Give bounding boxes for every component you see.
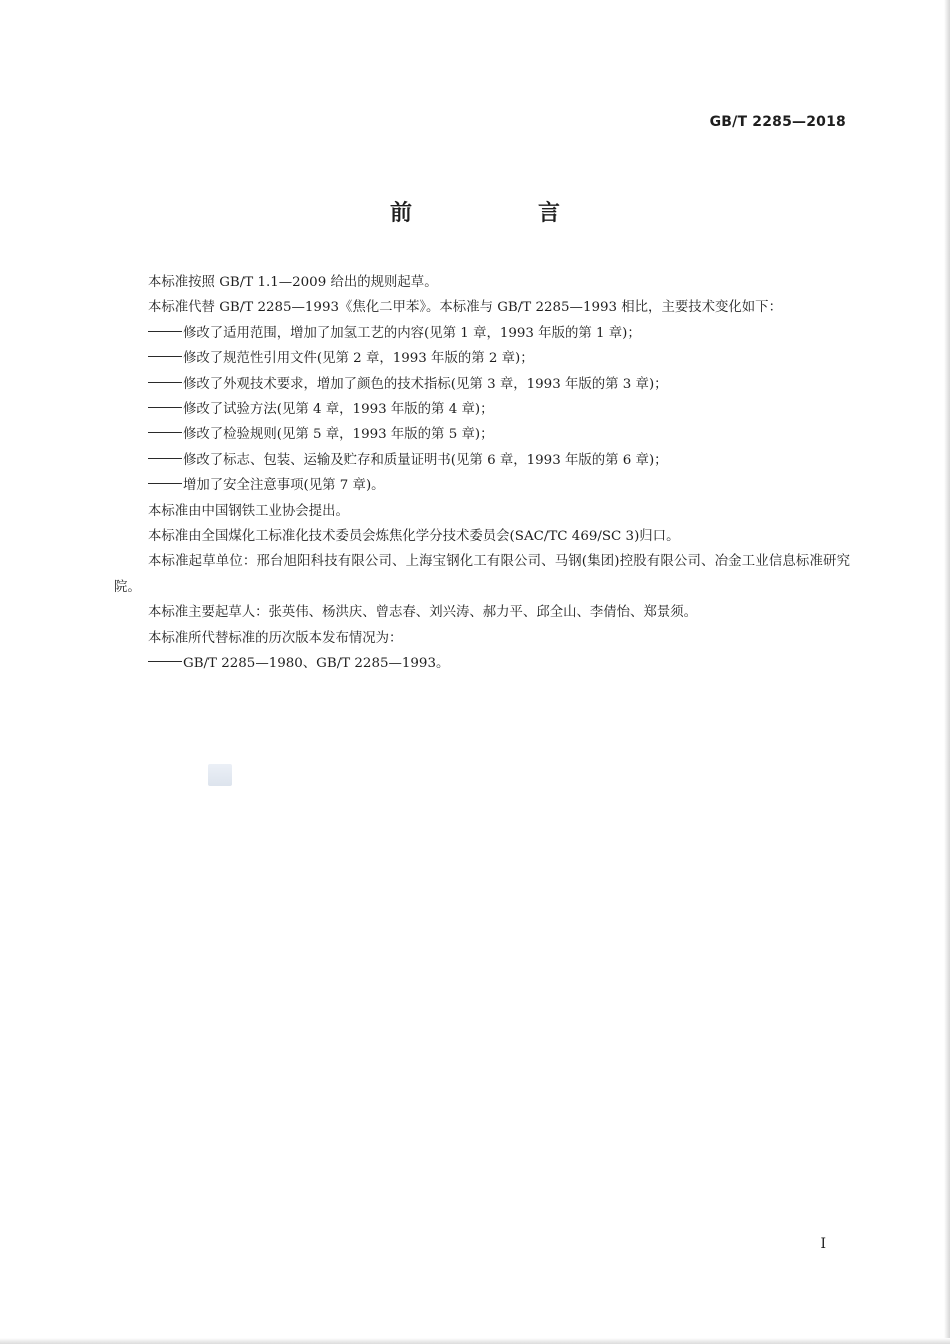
history-item bbox=[114, 651, 850, 676]
page-bottom-shadow bbox=[0, 1338, 950, 1344]
change-item-text: 修改了试验方法(见第 4 章，1993 年版的第 4 章)； bbox=[183, 402, 494, 418]
foreword-body bbox=[114, 270, 850, 677]
change-item-text: 修改了标志、包装、运输及贮存和质量证明书(见第 6 章，1993 年版的第 6 章)； bbox=[183, 452, 668, 468]
dash-mark bbox=[148, 458, 182, 459]
dash-mark bbox=[148, 356, 182, 357]
paragraph-committee: 本标准由全国煤化工标准化技术委员会炼焦化学分技术委员会(SAC/TC 469/SC 3)归口。 bbox=[148, 529, 680, 545]
page-number: I bbox=[820, 1236, 826, 1252]
paragraph-drafters: 本标准主要起草人：张英伟、杨洪庆、曾志春、刘兴涛、郝力平、邱全山、李倩怡、郑景须。 bbox=[148, 605, 698, 621]
dash-mark bbox=[148, 661, 182, 662]
change-item-text: 修改了适用范围，增加了加氢工艺的内容(见第 1 章，1993 年版的第 1 章)； bbox=[183, 325, 641, 341]
paragraph-drafting-rules: 本标准按照 GB/T 1.1—2009 给出的规则起草。 bbox=[148, 275, 438, 290]
page-title: 前 言 bbox=[389, 201, 612, 226]
scan-artifact bbox=[208, 764, 232, 786]
dash-mark bbox=[148, 483, 182, 484]
dash-mark bbox=[148, 382, 182, 383]
change-item-text: 修改了外观技术要求，增加了颜色的技术指标(见第 3 章，1993 年版的第 3 章)； bbox=[183, 376, 668, 392]
change-item bbox=[114, 473, 850, 498]
change-item bbox=[114, 346, 850, 371]
paragraph-proposer: 本标准由中国钢铁工业协会提出。 bbox=[148, 503, 349, 519]
history-item-text: GB/T 2285—1980、GB/T 2285—1993。 bbox=[183, 656, 450, 672]
paragraph-drafting-units: 本标准起草单位：邢台旭阳科技有限公司、上海宝钢化工有限公司、马钢(集团)控股有限公司、冶金工业信息标准研究院。 bbox=[114, 554, 850, 595]
change-item bbox=[114, 397, 850, 422]
paragraph-replacement: 本标准代替 GB/T 2285—1993《焦化二甲苯》。本标准与 GB/T 2285—1993 相比，主要技术变化如下： bbox=[148, 300, 782, 316]
change-item bbox=[114, 372, 850, 397]
dash-mark bbox=[148, 407, 182, 408]
dash-mark bbox=[148, 331, 182, 332]
change-item-text: 增加了安全注意事项(见第 7 章)。 bbox=[183, 478, 385, 494]
change-item bbox=[114, 422, 850, 447]
change-item-text: 修改了规范性引用文件(见第 2 章，1993 年版的第 2 章)； bbox=[183, 351, 534, 367]
change-item-text: 修改了检验规则(见第 5 章，1993 年版的第 5 章)； bbox=[183, 427, 494, 443]
dash-mark bbox=[148, 432, 182, 433]
change-item bbox=[114, 321, 850, 346]
change-item bbox=[114, 448, 850, 473]
standard-code: GB/T 2285—2018 bbox=[709, 114, 846, 130]
paragraph-history-intro: 本标准所代替标准的历次版本发布情况为： bbox=[148, 630, 403, 646]
